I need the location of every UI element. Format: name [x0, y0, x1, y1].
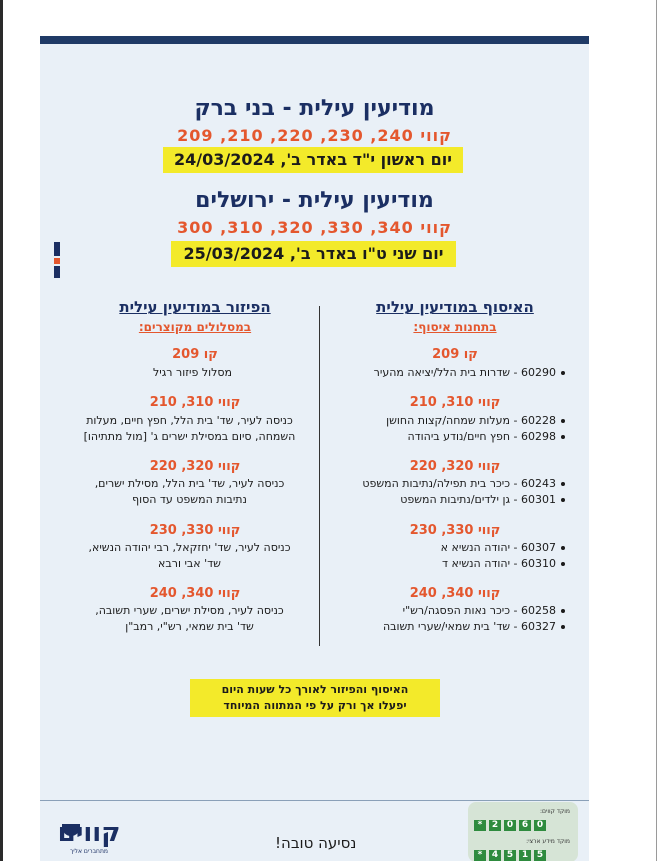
route2-date: יום שני ט"ו באדר ב', 25/03/2024	[171, 241, 456, 267]
phone-digit: 0	[504, 820, 516, 831]
route1-title: מודיעין עילית - בני ברק	[194, 96, 435, 121]
bullet-icon	[561, 371, 565, 375]
pickup-stop: 60298 - חפץ חיים/נודע ביהודה	[407, 430, 565, 443]
phone-digit: 5	[534, 850, 546, 861]
dropoff-route-desc: מסלול פיזור רגיל	[153, 366, 232, 379]
bullet-icon	[561, 609, 565, 613]
bullet-icon	[561, 546, 565, 550]
dropoff-section-heading: קווי 320, 220	[149, 459, 241, 474]
pickup-stop: 60243 - כיכר בית תפילה/נתיבות המשפט	[362, 477, 565, 490]
footer-divider	[40, 800, 589, 801]
bullet-icon	[561, 625, 565, 629]
special-arrangement-note: האיסוף והפיזור לאורך כל שעות היום יפעלו אך ורק על פי המתווה המיוחד	[190, 679, 440, 717]
pickup-section-heading: קווי 320, 220	[409, 459, 501, 474]
page-edge-left	[0, 0, 3, 861]
phone-digit: 5	[504, 850, 516, 861]
bullet-icon	[561, 419, 565, 423]
phone-kavim	[474, 820, 546, 831]
route1-lines: קווי 240, 230, 220, 210, 209	[177, 126, 452, 145]
phone-digit: 1	[519, 850, 531, 861]
route2-lines: קווי 340, 330, 320, 310, 300	[177, 218, 452, 237]
phone-digit: 0	[534, 820, 546, 831]
dropoff-route-desc: כניסה לעיר, מסילת ישרים, שערי תשובה, שד' בית שמאי, רש"י, רמב"ן	[95, 604, 284, 633]
phone-digit: 6	[519, 820, 531, 831]
dropoff-route-desc: כניסה לעיר, שד' יחזקאל, רבי יהודה הנשיא, שד' אבי ורבא	[88, 541, 291, 570]
bullet-icon	[561, 562, 565, 566]
logo-text: קווים	[57, 818, 121, 848]
pickup-title: האיסוף במודיעין עילית	[376, 298, 534, 316]
route1-date: יום ראשון י"ד באדר ב', 24/03/2024	[163, 147, 463, 173]
column-divider	[319, 306, 320, 646]
greeting-text: נסיעה טובה!	[275, 834, 357, 852]
bullet-icon	[561, 482, 565, 486]
info-label-national: מוקד מידע ארצי:	[526, 838, 570, 845]
pickup-stop: 60307 - יהודה הנשיא א	[441, 541, 565, 554]
pickup-section-heading: קו 209	[432, 347, 478, 362]
dropoff-route-desc: כניסה לעיר, שד' בית הלל, חפץ חיים, מעלות השמחה, סיום במסילת ישרים ג' [מול מתתיהו]	[83, 414, 296, 443]
bullet-icon	[561, 435, 565, 439]
dropoff-subtitle: במסלולים מקוצרים:	[138, 320, 252, 334]
dropoff-route-desc: כניסה לעיר, שד' בית הלל, מסילת ישרים, נתיבות המשפט עד הסוף	[94, 477, 285, 506]
pickup-stop: 60301 - גן ילדים/נתיבות המשפט	[400, 493, 565, 506]
kavim-logo	[54, 818, 124, 858]
pickup-section-heading: קווי 340, 240	[409, 586, 501, 601]
pickup-section-heading: קווי 330, 230	[409, 523, 501, 538]
dropoff-section-heading: קו 209	[172, 347, 218, 362]
info-center-panel	[468, 802, 578, 861]
pickup-stop: 60327 - שד' בית שמאי/שערי תשובה	[383, 620, 565, 633]
side-logo-icon	[52, 242, 62, 282]
pickup-stop: 60258 - כיכר נאות הפסגה/רש"י	[403, 604, 565, 617]
dropoff-title: הפיזור במודיעין עילית	[119, 298, 271, 316]
announcement-poster	[40, 36, 589, 861]
phone-digit: *	[474, 850, 486, 861]
phone-digit: 4	[489, 850, 501, 861]
dropoff-section-heading: קווי 310, 210	[149, 395, 241, 410]
dropoff-section-heading: קווי 340, 240	[149, 586, 241, 601]
pickup-section-heading: קווי 310, 210	[409, 395, 501, 410]
dropoff-section-heading: קווי 330, 230	[149, 523, 241, 538]
info-label-kavim: מוקד קווים:	[539, 808, 570, 815]
phone-national	[474, 850, 546, 861]
phone-digit: *	[474, 820, 486, 831]
logo-tagline: מתחברים אליך	[69, 848, 108, 855]
phone-digit: 2	[489, 820, 501, 831]
pickup-stop: 60228 - מעלות שמחה/קצות החושן	[386, 414, 565, 427]
poster-top-bar	[40, 36, 589, 44]
bullet-icon	[561, 498, 565, 502]
pickup-subtitle: בתחנות איסוף:	[413, 320, 497, 334]
route2-title: מודיעין עילית - ירושלים	[195, 188, 434, 213]
pickup-stop: 60310 - יהודה הנשיא ד	[442, 557, 565, 570]
pickup-stop: 60290 - שדרות בית הלל/יציאה מהעיר	[374, 366, 565, 379]
